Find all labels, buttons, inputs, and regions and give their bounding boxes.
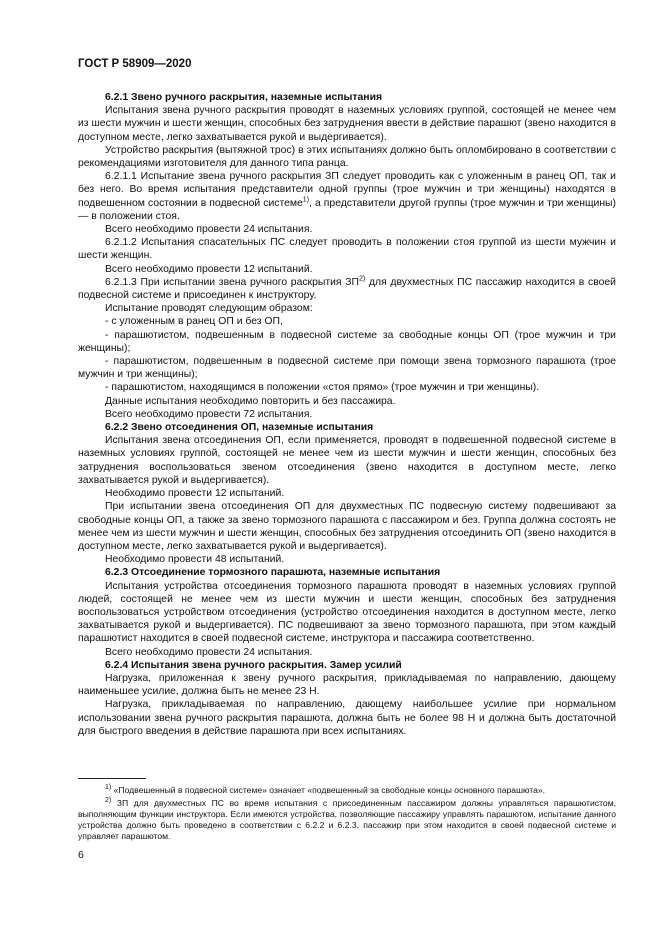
- paragraph-text: 6.2.3 Отсоединение тормозного парашюта, наземные испытания: [105, 567, 441, 579]
- paragraph-text: Необходимо провести 12 испытаний.: [105, 488, 285, 500]
- paragraph-text: 6.2.4 Испытания звена ручного раскрытия. Замер усилий: [105, 659, 402, 671]
- body-paragraph: [78, 381, 616, 394]
- body-paragraph: [78, 487, 616, 500]
- body-paragraph: [78, 553, 616, 566]
- paragraph-text: - с уложенным в ранец ОП и без ОП,: [105, 316, 283, 328]
- footnote-text: ЗП для двухместных ПС во время испытания с присоединенным пассажиром должны управляться парашютистом, выполняющим функции инструктора. Если имеются устройства, позволяющие пассажиру управлять парашютом, испытание данного устройства должно быть проведено в соответствии с 6.2.2 и 6.2.3, пассажир при этом находится в своей подвесной системе и управляет парашютом.: [78, 798, 616, 841]
- body-paragraph: [78, 104, 616, 144]
- document-header: ГОСТ Р 58909—2020: [78, 58, 192, 70]
- footnote-divider: [78, 778, 146, 779]
- paragraph-text: Нагрузка, приложенная к звену ручного раскрытия, прикладываемая по направлению, дающему наименьшее усилие, должна быть не менее 23 Н.: [78, 672, 616, 698]
- paragraph-text: - парашютистом, находящимся в положении «стоя прямо» (трое мужчин и три женщины).: [105, 382, 540, 394]
- section-heading: [78, 566, 616, 579]
- body-paragraph: [78, 329, 616, 355]
- paragraph-text-continued: , а представители другой группы (трое мужчин и три женщины) — в положении стоя.: [78, 197, 616, 222]
- footnote: [78, 785, 616, 796]
- body-paragraph: [78, 263, 616, 276]
- body-paragraph: [78, 698, 616, 738]
- body-paragraph: [78, 580, 616, 646]
- section-heading: [78, 421, 616, 434]
- paragraph-text: - парашютистом, подвешенным в подвесной системе за свободные концы ОП (трое мужчин и три женщины);: [78, 329, 616, 354]
- body-paragraph: [78, 315, 616, 328]
- body-paragraph: [78, 355, 616, 381]
- paragraph-text: 6.2.1 Звено ручного раскрытия, наземные испытания: [105, 92, 383, 103]
- body-paragraph: [78, 672, 616, 698]
- footnote: [78, 798, 616, 842]
- paragraph-text-continued: для двухместных ПС пассажир находится в своей подвесной системе и присоединен к инструктору.: [78, 276, 616, 302]
- paragraph-text: Данные испытания необходимо повторить и без пассажира.: [105, 395, 396, 407]
- page-number: 6: [78, 849, 84, 861]
- body-paragraph: [78, 223, 616, 236]
- paragraph-text: Испытания звена ручного раскрытия проводят в наземных условиях группой, состоящей не менее чем из шести мужчин и шести женщин, способных без затруднения ввести в действие парашют (звено находится в доступном месте, легко захватывается рукой и выдергивается).: [78, 105, 616, 143]
- body-paragraph: [78, 276, 616, 302]
- paragraph-text: - парашютистом, подвешенным в подвесной системе при помощи звена тормозного парашюта (трое мужчин и три женщины);: [78, 356, 616, 381]
- body-paragraph: [78, 646, 616, 659]
- body-paragraph: [78, 236, 616, 262]
- paragraph-text: Нагрузка, прикладываемая по направлению, дающему наибольшее усилие при нормальном использовании звена ручного раскрытия парашюта, должна быть не более 98 Н и должна быть достаточной для быстрого введения в действие парашюта при всех испытаниях.: [78, 699, 616, 737]
- body-paragraph: [78, 500, 616, 553]
- footnote-reference: 2): [359, 275, 366, 283]
- paragraph-text: Испытания звена отсоединения ОП, если применяется, проводят в подвешенной подвесной системе в наземных условиях группой, состоящей не менее чем из шести мужчин и шести женщин, способных без затруднения воспользоваться звеном отсоединения (звено находится в доступном месте, легко захватывается рукой и выдергивается).: [78, 435, 616, 486]
- body-paragraph: [78, 170, 616, 223]
- paragraph-text: При испытании звена отсоединения ОП для двухместных ПС подвесную систему подвешивают за свободные концы ОП, а также за звено тормозного парашюта с пассажиром и без. Группа должна состоять не менее чем из шести мужчин и шести женщин, способных без затруднения отсоединить ОП (звено находится в доступном месте, легко захватывается рукой и выдергивается).: [78, 501, 616, 552]
- footnote-mark: 1): [105, 784, 112, 792]
- body-paragraph: [78, 434, 616, 487]
- section-heading: [78, 659, 616, 672]
- paragraph-text: Испытания устройства отсоединения тормозного парашюта проводят в наземных условиях группой людей, состоящей не менее чем из шести мужчин и шести женщин, способных без затруднения воспользоваться устройством отсоединения (устройство отсоединения находится в доступном месте, легко захватывается рукой и выдергивается). ПС подвешивают за звено тормозного парашюта, при этом каждый парашютист находится в своей подвесной системе, инструктора и пассажира соответственно.: [78, 580, 616, 645]
- footnote-reference: 1): [302, 196, 310, 204]
- paragraph-text: Испытание проводят следующим образом:: [105, 303, 313, 315]
- footnote-text: «Подвешенный в подвесной системе» означает «подвешенный за свободные концы основного парашюта».: [113, 785, 546, 795]
- paragraph-text: 6.2.1.2 Испытания спасательных ПС следует проводить в положении стоя группой из шести мужчин и шести женщин.: [78, 237, 616, 262]
- document-body: [78, 91, 616, 738]
- paragraph-text: Всего необходимо провести 12 испытаний.: [105, 263, 313, 275]
- paragraph-text: Всего необходимо провести 72 испытания.: [105, 408, 313, 420]
- footnotes: [78, 785, 616, 844]
- paragraph-text: Устройство раскрытия (вытяжной трос) в этих испытаниях должно быть опломбировано в соответствии с рекомендациями изготовителя для данного типа ранца.: [78, 144, 616, 170]
- body-paragraph: [78, 144, 616, 170]
- body-paragraph: [78, 408, 616, 421]
- body-paragraph: [78, 302, 616, 315]
- paragraph-text: 6.2.1.1 Испытание звена ручного раскрытия ЗП следует проводить как с уложенным в ранец ОП, так и без него. Во время испытания представители одной группы (трое мужчин и три женщины) находятся в подвешенном состоянии в подвесной системе: [78, 171, 616, 209]
- section-heading: [78, 91, 616, 104]
- paragraph-text: 6.2.2 Звено отсоединения ОП, наземные испытания: [105, 422, 374, 434]
- paragraph-text: Всего необходимо провести 24 испытания.: [105, 646, 313, 658]
- paragraph-text: Необходимо провести 48 испытаний.: [105, 554, 285, 566]
- footnote-mark: 2): [105, 797, 112, 805]
- paragraph-text: Всего необходимо провести 24 испытания.: [105, 224, 313, 236]
- paragraph-text: 6.2.1.3 При испытании звена ручного раскрытия ЗП: [105, 276, 359, 288]
- body-paragraph: [78, 395, 616, 408]
